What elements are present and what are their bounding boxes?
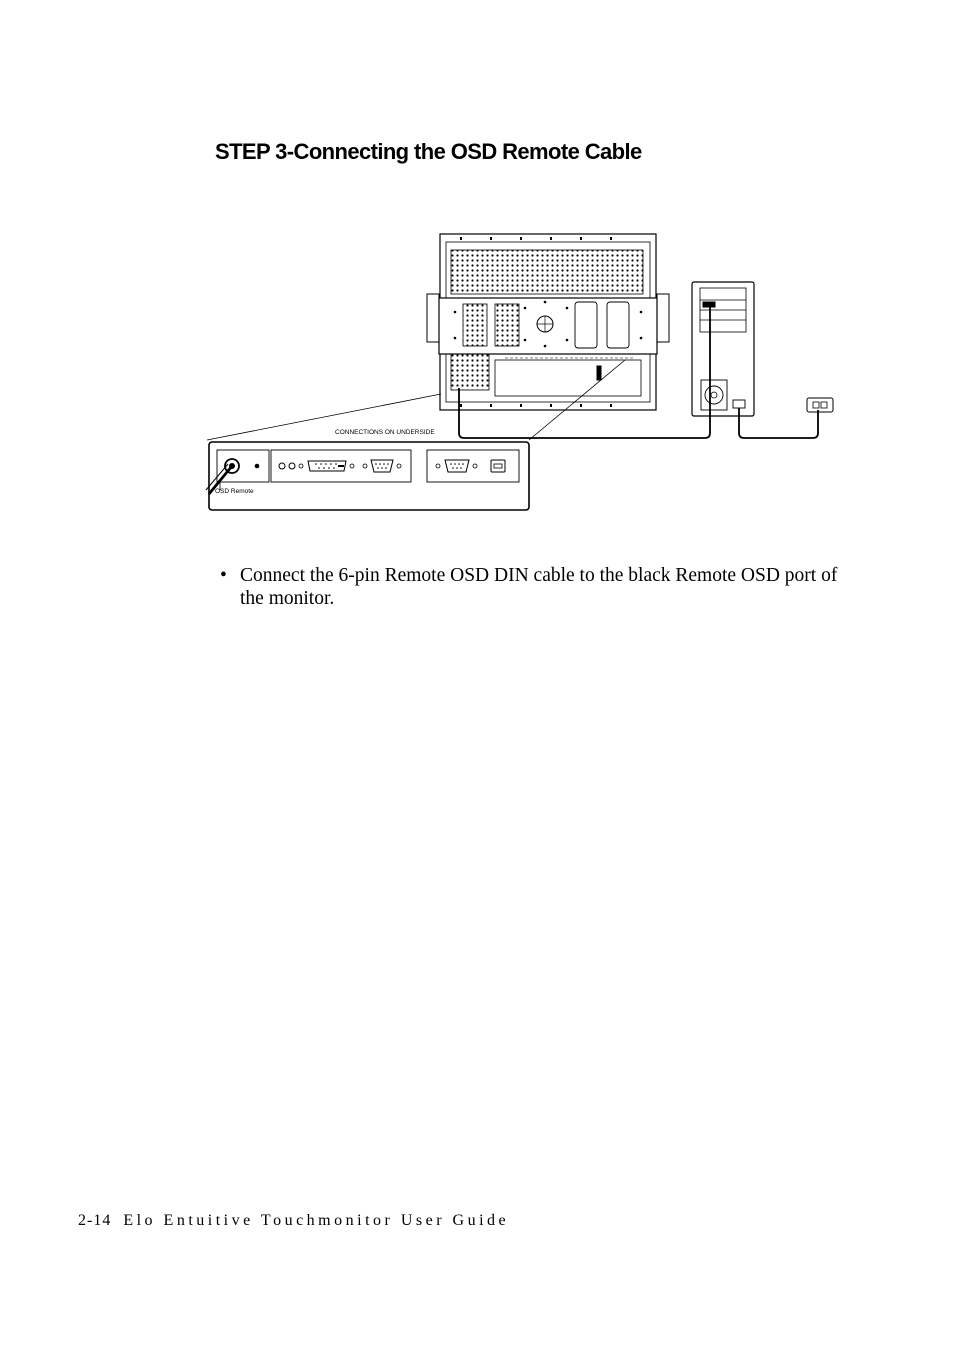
page-heading: STEP 3-Connecting the OSD Remote Cable (215, 139, 642, 164)
underside-caption: CONNECTIONS ON UNDERSIDE (335, 429, 435, 436)
bullet-icon: • (220, 565, 227, 586)
guide-title: Elo Entuitive Touchmonitor User Guide (123, 1212, 510, 1229)
connection-diagram (205, 228, 845, 518)
underside-panel (206, 442, 529, 510)
computer-tower (692, 282, 754, 416)
instruction-item (220, 564, 860, 610)
instruction-text: Connect the 6-pin Remote OSD DIN cable to the black Remote OSD port of the monitor. (240, 565, 838, 609)
instruction-list (220, 564, 860, 610)
page-footer (78, 1212, 509, 1230)
wall-outlet (807, 398, 833, 412)
osd-remote-label: OSD Remote (215, 488, 254, 495)
monitor-back (427, 234, 669, 410)
page-number: 2-14 (78, 1212, 112, 1229)
